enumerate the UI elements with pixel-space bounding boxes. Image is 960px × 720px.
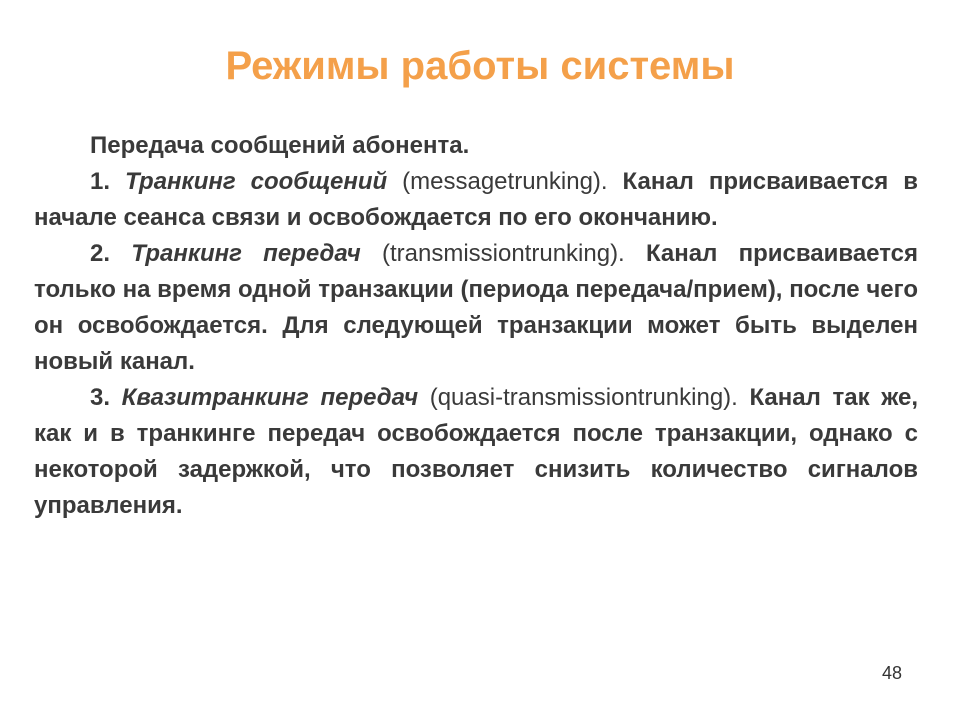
- item-english: (messagetrunking).: [402, 168, 608, 195]
- list-item-3: [34, 380, 918, 524]
- slide-title: Режимы работы системы: [225, 44, 735, 88]
- item-description: Канал присваивается в начале сеанса связи и освобождается по его окончанию.: [34, 168, 919, 231]
- slide-body: [34, 128, 918, 524]
- item-term: Транкинг передач: [131, 240, 361, 267]
- item-english: (transmissiontrunking).: [381, 240, 625, 267]
- intro-paragraph: Передача сообщений абонента.: [90, 132, 470, 159]
- item-english: (quasi-transmissiontrunking).: [429, 384, 738, 411]
- list-item-2: [34, 236, 918, 380]
- list-item-1: [34, 164, 918, 236]
- item-term: Квазитранкинг передач: [121, 384, 419, 411]
- item-description: Канал присваивается только на время одной транзакции (периода передача/прием), после чего он освобождается. Для следующей транзакции может быть выделен новый канал.: [34, 240, 918, 375]
- item-number: 3.: [90, 384, 111, 411]
- item-number: 1.: [90, 168, 111, 195]
- page-number: 48: [881, 663, 902, 683]
- item-number: 2.: [90, 240, 111, 267]
- item-term: Транкинг сообщений: [124, 168, 388, 195]
- item-description: Канал так же, как и в транкинге передач освобождается после транзакции, однако с некоторой задержкой, что позволяет снизить количество сигналов управления.: [34, 384, 918, 519]
